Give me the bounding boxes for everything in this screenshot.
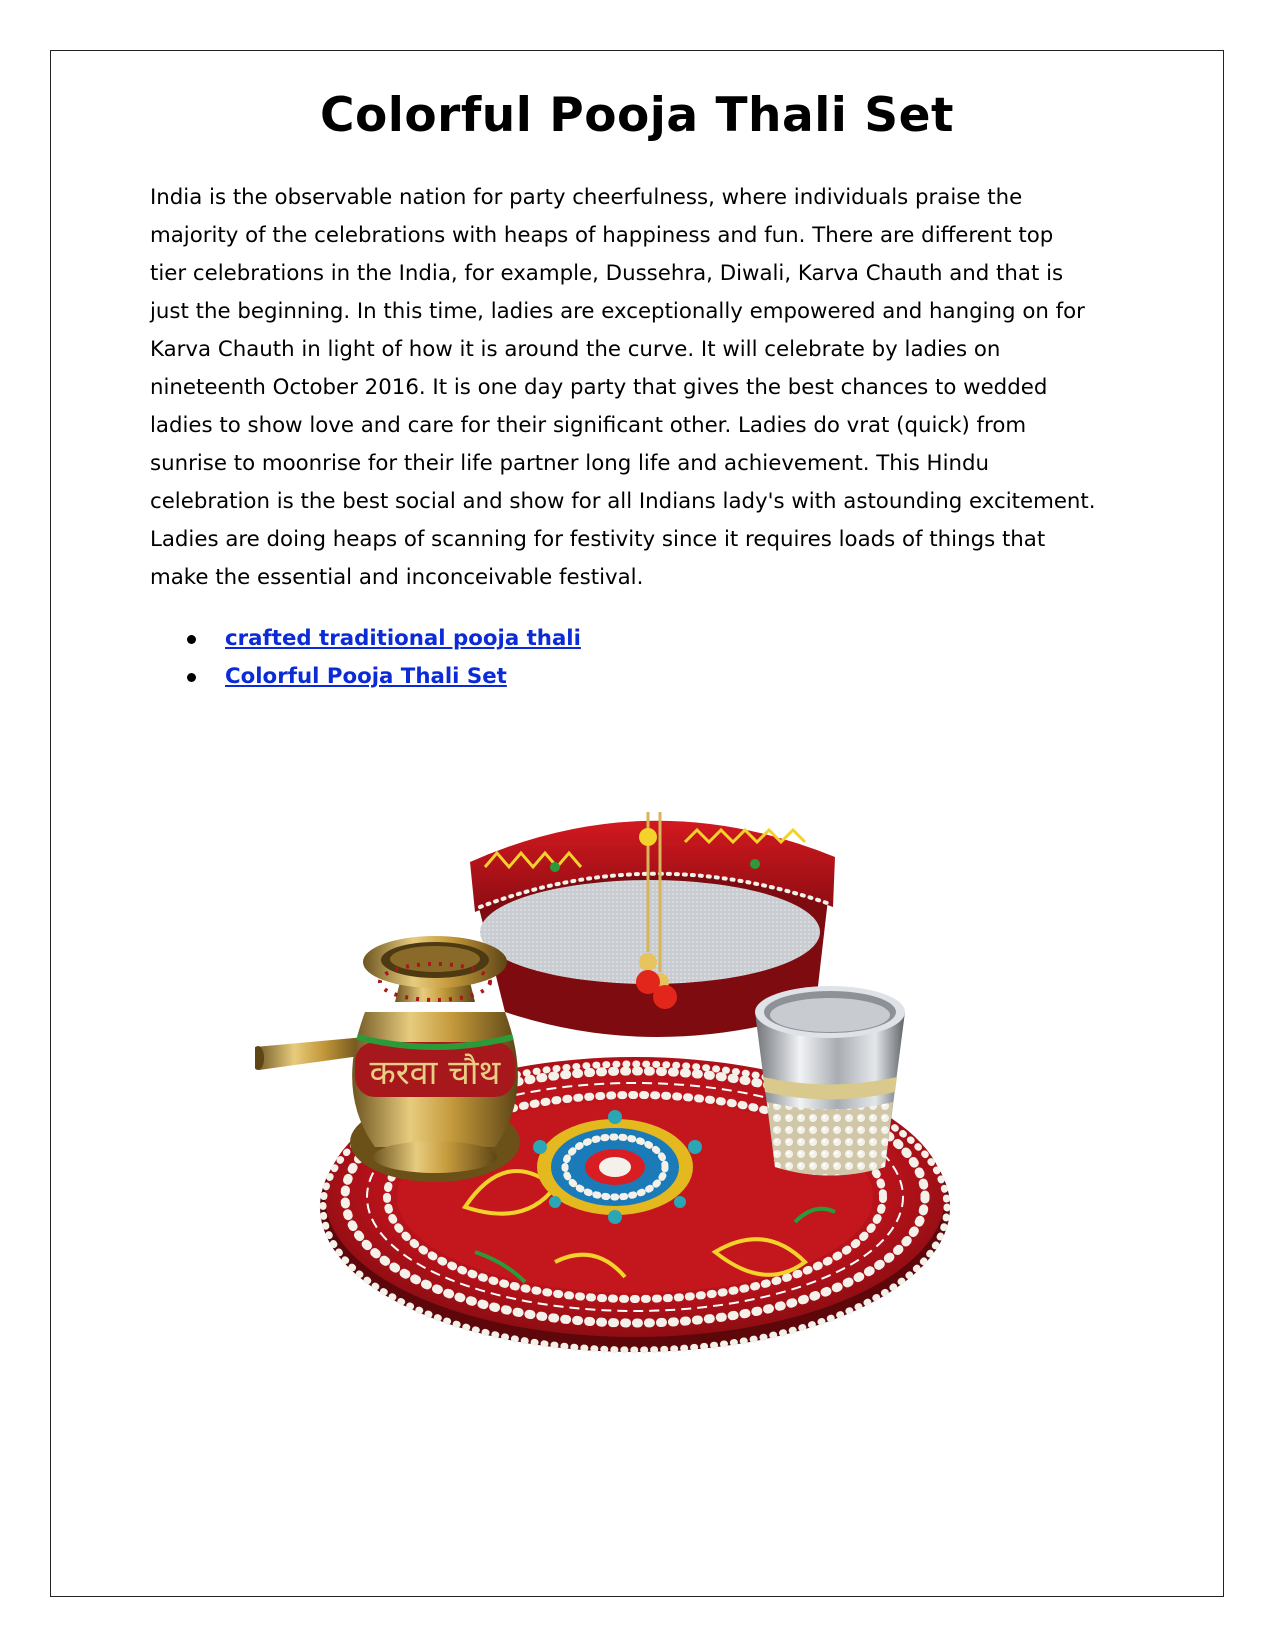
- steel-glass: [755, 986, 905, 1176]
- list-item: [150, 620, 581, 658]
- paragraph-line: make the essential and inconceivable festival.: [150, 565, 644, 590]
- kalash-inscription: करवा चौथ: [369, 1053, 501, 1093]
- body-paragraph: [150, 179, 1125, 597]
- link-crafted-traditional-pooja-thali[interactable]: crafted traditional pooja thali: [225, 626, 581, 651]
- paragraph-line: sunrise to moonrise for their life partner long life and achievement. This Hindu: [150, 451, 990, 476]
- paragraph-line: Ladies are doing heaps of scanning for festivity since it requires loads of things that: [150, 527, 1046, 552]
- paragraph-line: celebration is the best social and show for all Indians lady's with astounding excitement.: [150, 489, 1096, 514]
- paragraph-line: India is the observable nation for party cheerfulness, where individuals praise the: [150, 185, 1023, 210]
- paragraph-line: Karva Chauth in light of how it is around the curve. It will celebrate by ladies on: [150, 337, 1001, 362]
- paragraph-line: tier celebrations in the India, for example, Dussehra, Diwali, Karva Chauth and that is: [150, 261, 1064, 286]
- brass-kalash: [255, 936, 520, 1182]
- paragraph-line: majority of the celebrations with heaps of happiness and fun. There are different top: [150, 223, 1054, 248]
- paragraph-line: ladies to show love and care for their significant other. Ladies do vrat (quick) from: [150, 413, 1027, 438]
- bullet-icon: [187, 635, 196, 644]
- page-title: Colorful Pooja Thali Set: [320, 88, 954, 143]
- paragraph-line: just the beginning. In this time, ladies are exceptionally empowered and hanging on for: [150, 299, 1085, 324]
- bullet-icon: [187, 673, 196, 682]
- pooja-thali-image: [255, 812, 995, 1432]
- list-item: [150, 658, 581, 696]
- link-colorful-pooja-thali-set[interactable]: Colorful Pooja Thali Set: [225, 664, 507, 689]
- paragraph-line: nineteenth October 2016. It is one day party that gives the best chances to wedded: [150, 375, 1048, 400]
- link-list: [150, 620, 581, 696]
